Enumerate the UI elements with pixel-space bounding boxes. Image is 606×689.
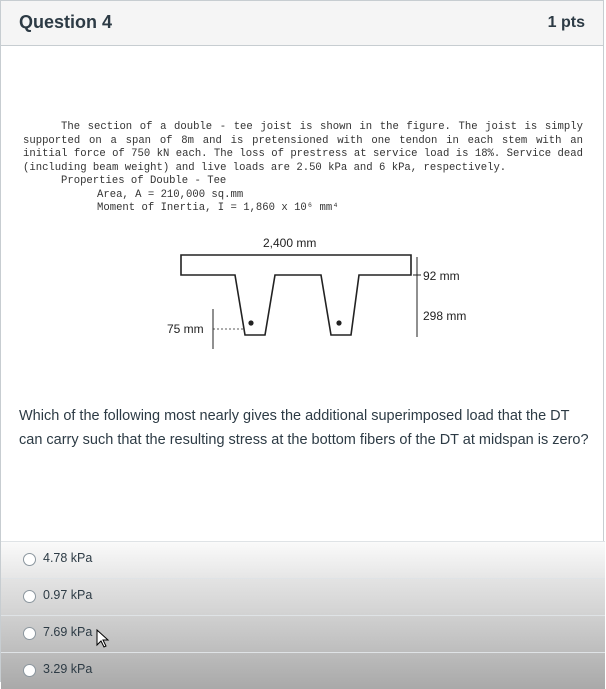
problem-statement <box>23 121 583 216</box>
answer-label[interactable]: 7.69 kPa <box>43 625 93 639</box>
double-tee-figure <box>1 229 606 369</box>
area-value: Area, A = 210,000 sq.mm <box>97 188 244 201</box>
question-points: 1 pts <box>547 14 585 31</box>
double-tee-section-drawing <box>1 229 606 369</box>
question-prompt: Which of the following most nearly gives the additional superimposed load that the DT can carry such that the resulting stress at the bottom fibers of the DT at midspan is zero? <box>19 408 589 448</box>
properties-block <box>61 175 583 216</box>
answer-option[interactable] <box>1 615 605 652</box>
properties-heading: Properties of Double - Tee <box>61 175 227 187</box>
answer-option[interactable] <box>1 541 605 578</box>
question-title: Question 4 <box>19 12 113 32</box>
radio-button[interactable] <box>23 590 36 603</box>
question-header <box>1 1 603 46</box>
answer-option[interactable] <box>1 652 605 689</box>
answer-label[interactable]: 4.78 kPa <box>43 551 93 565</box>
radio-button[interactable] <box>23 553 36 566</box>
answer-label[interactable]: 3.29 kPa <box>43 662 93 676</box>
depth-label: 298 mm <box>423 309 467 323</box>
inertia-value: Moment of Inertia, I = 1,860 x 10⁶ mm⁴ <box>97 202 339 214</box>
stem-width-label: 75 mm <box>167 322 204 336</box>
double-tee-outline <box>181 255 411 335</box>
answer-label[interactable]: 0.97 kPa <box>43 588 93 602</box>
answer-option[interactable] <box>1 578 605 615</box>
flange-thickness-label: 92 mm <box>423 269 460 283</box>
width-label: 2,400 mm <box>263 236 317 250</box>
answer-list <box>1 541 605 689</box>
mouse-pointer-icon <box>96 629 110 649</box>
tendon-left <box>248 320 253 325</box>
tendon-right <box>336 320 341 325</box>
radio-button[interactable] <box>23 664 36 677</box>
radio-button[interactable] <box>23 627 36 640</box>
problem-text: The section of a double - tee joist is shown in the figure. The joist is simply supported on a span of 8m and is pretensioned with one tendon in each stem with an initial force of 750 kN each. The loss of prestress at service load is 18%. Service dead (including beam weight) and live loads are 2.50 kPa and 6 kPa, respectively. <box>23 121 583 174</box>
